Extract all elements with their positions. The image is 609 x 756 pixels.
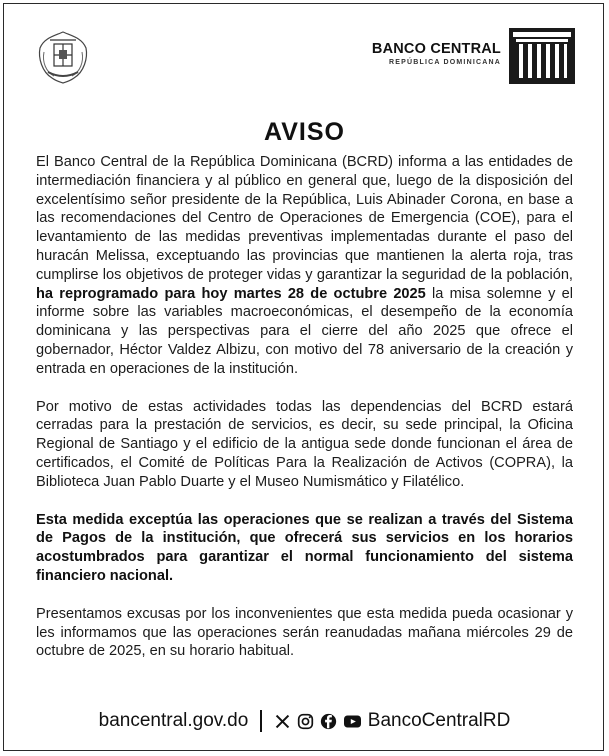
- bank-name: BANCO CENTRAL: [371, 41, 501, 57]
- bank-subtitle: REPÚBLICA DOMINICANA: [388, 59, 501, 66]
- coat-of-arms-icon: [34, 28, 92, 86]
- footer-divider: [260, 710, 262, 732]
- facebook-icon[interactable]: [320, 713, 337, 730]
- paragraph-1-text-after: la misa solemne y el informe sobre las variables macroeconómicas, el desempeño de la economía dominicana y las perspectivas para el cierre del año 2025 que ofrece el gobernador, Héctor Valdez Albizu, con motivo del 78 aniversario de la creación y entrada en operaciones de la institución.: [36, 285, 573, 377]
- notice-body: [36, 153, 573, 680]
- paragraph-3-bold: Esta medida exceptúa las operaciones que se realizan a través del Sistema de Pagos de la institución, que ofrecerá sus servicios en los horarios acostumbrados para garantizar el normal funcionamiento del sistema financiero nacional.: [36, 511, 573, 584]
- website-link[interactable]: bancentral.gov.do: [98, 710, 249, 731]
- social-handle[interactable]: BancoCentralRD: [367, 710, 511, 731]
- paragraph-3: [36, 511, 573, 586]
- bank-building-logo-icon: [509, 28, 575, 84]
- footer: [0, 710, 609, 732]
- youtube-icon[interactable]: [343, 713, 362, 730]
- paragraph-1: [36, 153, 573, 379]
- x-icon[interactable]: [274, 713, 291, 730]
- instagram-icon[interactable]: [297, 713, 314, 730]
- paragraph-1-bold: ha reprogramado para hoy martes 28 de octubre 2025: [36, 285, 426, 302]
- page-title: AVISO: [264, 118, 345, 146]
- paragraph-2: Por motivo de estas actividades todas las dependencias del BCRD estará cerradas para la prestación de servicios, es decir, su sede principal, la Oficina Regional de Santiago y el edificio de la antigua sede donde funcionan el área de certificados, el Comité de Políticas Para la Realización de Activos (COPRA), la Biblioteca Juan Pablo Duarte y el Museo Numismático y Filatélico.: [36, 398, 573, 490]
- paragraph-4: Presentamos excusas por los inconvenientes que esta medida pueda ocasionar y les informamos que las operaciones serán reanudadas mañana miércoles 29 de octubre de 2025, en su horario habitual.: [36, 605, 573, 660]
- bank-name-block: [372, 41, 501, 66]
- paragraph-1-text-before: El Banco Central de la República Dominicana (BCRD) informa a las entidades de intermediación financiera y al público en general que, luego de la disposición del excelentísimo señor presidente de la República, Luis Abinader Corona, en base a las recomendaciones del Centro de Operaciones de Emergencia (COE), para el levantamiento de las medidas preventivas implementadas durante el paso del huracán Melissa, exceptuando las provincias que mantienen la alerta roja, tras cumplirse los objetivos de proteger vidas y garantizar la seguridad de la población,: [36, 154, 573, 283]
